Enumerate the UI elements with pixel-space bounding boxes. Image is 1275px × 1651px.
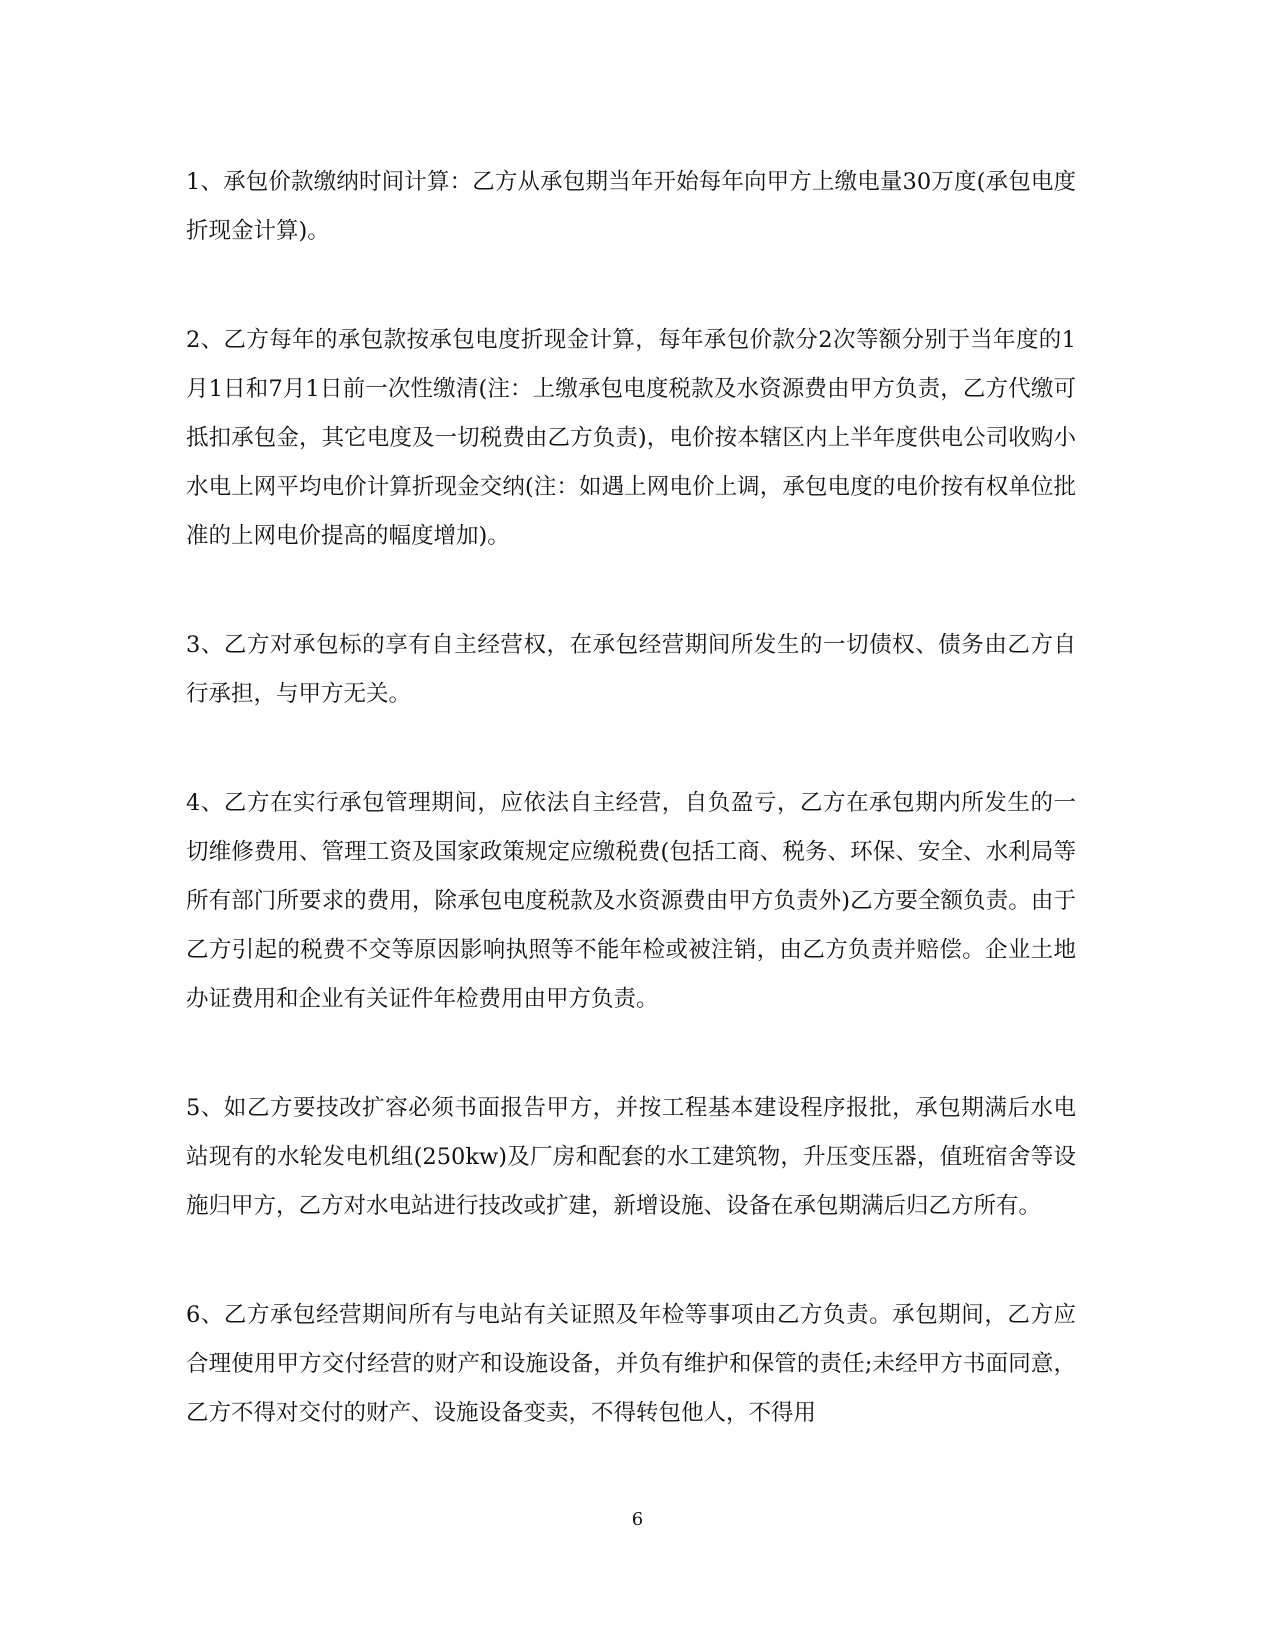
page-number: 6 bbox=[631, 1509, 644, 1530]
clause-paragraph-6: 6、乙方承包经营期间所有与电站有关证照及年检等事项由乙方负责。承包期间，乙方应合理使用甲方交付经营的财产和设施设备，并负有维护和保管的责任;未经甲方书面同意，乙方不得对交付的财产、设施设备变卖，不得转包他人，不得用 bbox=[186, 1302, 1076, 1426]
document-body bbox=[186, 158, 1076, 1498]
clause-paragraph-4: 4、乙方在实行承包管理期间，应依法自主经营，自负盈亏，乙方在承包期内所发生的一切维修费用、管理工资及国家政策规定应缴税费(包括工商、税务、环保、安全、水利局等所有部门所要求的费用，除承包电度税款及水资源费由甲方负责外)乙方要全额负责。由于乙方引起的税费不交等原因影响执照等不能年检或被注销，由乙方负责并赔偿。企业土地办证费用和企业有关证件年检费用由甲方负责。 bbox=[186, 790, 1076, 1012]
clause-paragraph-3: 3、乙方对承包标的享有自主经营权，在承包经营期间所发生的一切债权、债务由乙方自行承担，与甲方无关。 bbox=[186, 632, 1076, 707]
clause-paragraph-1: 1、承包价款缴纳时间计算：乙方从承包期当年开始每年向甲方上缴电量30万度(承包电度折现金计算)。 bbox=[186, 169, 1076, 244]
clause-paragraph-2: 2、乙方每年的承包款按承包电度折现金计算，每年承包价款分2次等额分别于当年度的1月1日和7月1日前一次性缴清(注：上缴承包电度税款及水资源费由甲方负责，乙方代缴可抵扣承包金，其它电度及一切税费由乙方负责)，电价按本辖区内上半年度供电公司收购小水电上网平均电价计算折现金交纳(注：如遇上网电价上调，承包电度的电价按有权单位批准的上网电价提高的幅度增加)。 bbox=[186, 327, 1076, 549]
clause-paragraph-5: 5、如乙方要技改扩容必须书面报告甲方，并按工程基本建设程序报批，承包期满后水电站现有的水轮发电机组(250kw)及厂房和配套的水工建筑物，升压变压器，值班宿舍等设施归甲方，乙方对水电站进行技改或扩建，新增设施、设备在承包期满后归乙方所有。 bbox=[186, 1095, 1076, 1219]
